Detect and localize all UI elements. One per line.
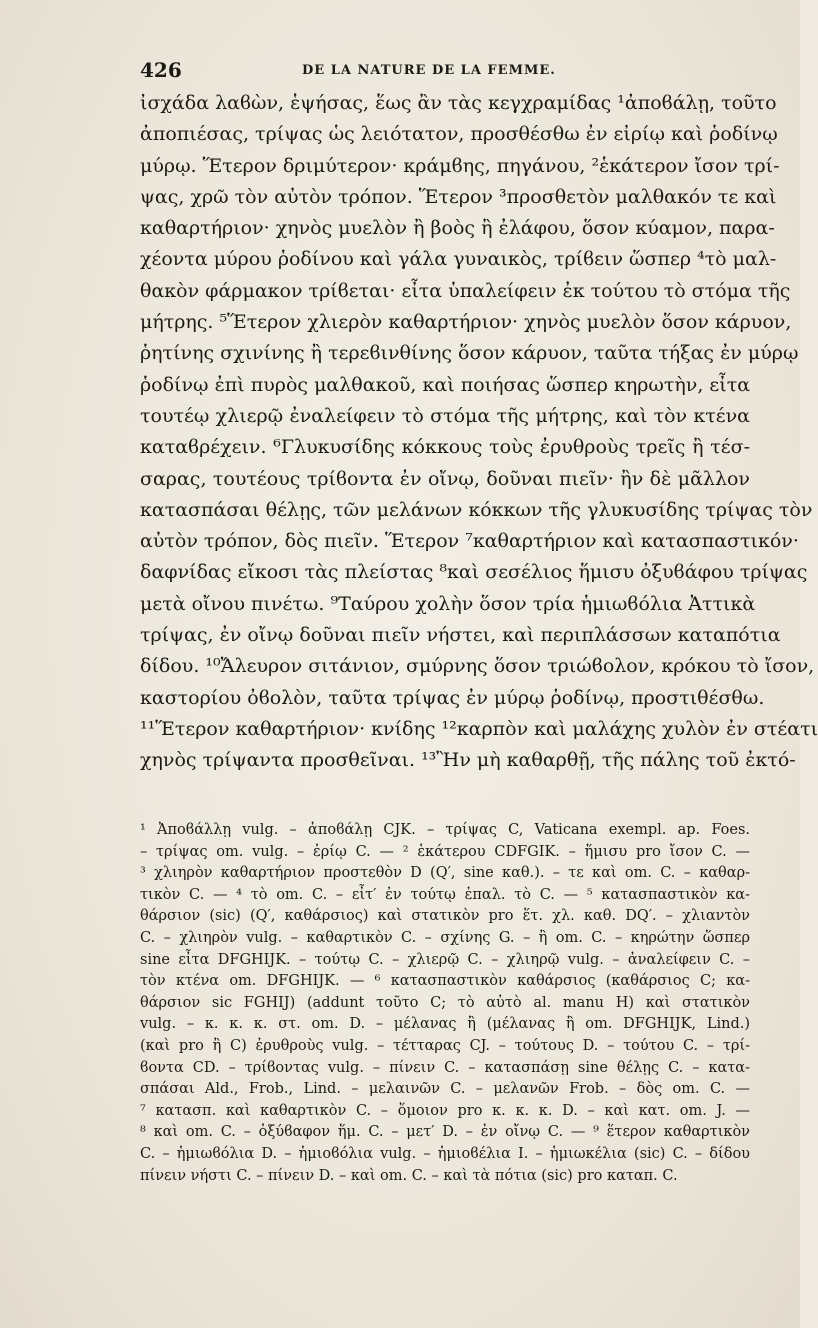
- text-line: σαρας, τουτέους τρίϐοντα ἐν οἴνῳ, δοῦναι πιεῖν· ἢν δὲ μᾶλλον: [140, 467, 750, 490]
- footnote-line: τικὸν C. — ⁴ τὸ om. C. – εἶτ′ ἐν τούτῳ ἐπαλ. τὸ C. — ⁵ κατασπαστικὸν κα-: [140, 886, 750, 903]
- footnote-line: ³ χλιηρὸν καθαρτήριον προστεθὸν D (Q′, sine καθ.). – τε καὶ om. C. – καθαρ-: [140, 865, 750, 882]
- text-line: μήτρης. ⁵Ἕτερον χλιερὸν καθαρτήριον· χηνὸς μυελὸν ὅσον κάρυον,: [140, 311, 792, 334]
- text-line: καθαρτήριον· χηνὸς μυελὸν ἢ βοὸς ἢ ἐλάφου, ὅσον κύαμον, παρα-: [140, 217, 775, 240]
- footnote-line: sine εἶτα DFGHIJK. – τούτῳ C. – χλιερῷ C. – χλιηρῷ vulg. – ἀναλείφειν C. –: [140, 951, 750, 968]
- text-line: ἰσχάδα λαϐὼν, ἑψήσας, ἕως ἂν τὰς κεγχραμίδας ¹ἀποϐάλῃ, τοῦτο: [140, 92, 777, 114]
- text-line: τρίψας, ἐν οἴνῳ δοῦναι πιεῖν νήστει, καὶ περιπλάσσων καταπότια: [140, 624, 781, 647]
- page-header: [140, 58, 750, 86]
- text-line: χέοντα μύρου ῥοδίνου καὶ γάλα γυναικὸς, τρίϐειν ὥσπερ ⁴τὸ μαλ-: [140, 248, 777, 271]
- footnote-line: ¹ Ἀποϐάλλῃ vulg. – ἀποϐάλῃ CJK. – τρίψας C, Vaticana exempl. ap. Foes.: [140, 822, 750, 838]
- page-number: 426: [140, 58, 182, 82]
- text-line: δίδου. ¹⁰Ἄλευρον σιτάνιον, σμύρνης ὅσον τριώϐολον, κρόκου τὸ ἴσον,: [140, 655, 815, 678]
- text-line: καστορίου ὀϐολὸν, ταῦτα τρίψας ἐν μύρῳ ῥοδίνῳ, προστιθέσθω.: [140, 686, 765, 709]
- footnote-line: πίνειν νήστι C. – πίνειν D. – καὶ om. C. – καὶ τὰ πότια (sic) pro καταπ. C.: [140, 1167, 678, 1184]
- text-line: ῥοδίνῳ ἐπὶ πυρὸς μαλθακοῦ, καὶ ποιήσας ὥσπερ κηρωτὴν, εἶτα: [140, 373, 751, 396]
- running-title: DE LA NATURE DE LA FEMME.: [302, 63, 556, 78]
- footnote-line: ϐοντα CD. – τρίϐοντας vulg. – πίνειν C. – κατασπάσῃ sine θέλῃς C. – κατα-: [140, 1059, 750, 1076]
- footnote-line: ⁷ κατασπ. καὶ καθαρτικὸν C. – ὅμοιον pro κ. κ. κ. D. – καὶ κατ. om. J. —: [140, 1102, 750, 1119]
- footnote-line: vulg. – κ. κ. κ. στ. om. D. – μέλανας ἢ (μέλανας ἢ om. DFGHIJK, Lind.): [140, 1016, 750, 1033]
- text-line: μύρῳ. Ἕτερον δριμύτερον· κράμϐης, πηγάνου, ²ἑκάτερον ἴσον τρί-: [140, 154, 780, 177]
- main-text: [140, 88, 818, 777]
- footnote-line: θάρσιον (sic) (Q′, καθάρσιος) καὶ στατικὸν pro ἕτ. χλ. καθ. DQ′. – χλιαντὸν: [140, 908, 750, 925]
- footnote-line: θάρσιον sic FGHIJ) (addunt τοῦτο C; τὸ αὐτὸ al. manu H) καὶ στατικὸν: [140, 994, 750, 1011]
- text-line: ῥητίνης σχινίνης ἢ τερεϐινθίνης ὅσον κάρυον, ταῦτα τήξας ἐν μύρῳ: [140, 342, 799, 365]
- text-line: χηνὸς τρίψαντα προσθεῖναι. ¹³Ἢν μὴ καθαρθῇ, τῆς πάλης τοῦ ἐκτό-: [140, 749, 796, 772]
- text-line: τουτέῳ χλιερῷ ἐναλείφειν τὸ στόμα τῆς μήτρης, καὶ τὸν κτένα: [140, 404, 750, 427]
- text-line: ἀποπιέσας, τρίψας ὡς λειότατον, προσθέσθω ἐν εἰρίῳ καὶ ῥοδίνῳ: [140, 123, 778, 146]
- text-line: κατασπάσαι θέλῃς, τῶν μελάνων κόκκων τῆς γλυκυσίδης τρίψας τὸν: [140, 498, 813, 521]
- footnote-line: – τρίψας om. vulg. – ἐρίῳ C. — ² ἑκάτερου CDFGIK. – ἥμισυ pro ἴσον C. —: [140, 843, 750, 860]
- footnote-line: σπάσαι Ald., Frob., Lind. – μελαινῶν C. – μελανῶν Frob. – δὸς om. C. —: [140, 1081, 750, 1098]
- footnotes: [140, 820, 750, 1187]
- text-line: ψας, χρῶ τὸν αὐτὸν τρόπον. Ἕτερον ³προσθετὸν μαλθακόν τε καὶ: [140, 185, 777, 208]
- text-line: καταϐρέχειν. ⁶Γλυκυσίδης κόκκους τοὺς ἐρυθροὺς τρεῖς ἢ τέσ-: [140, 436, 750, 459]
- text-line: θακὸν φάρμακον τρίϐεται· εἶτα ὑπαλείφειν ἐκ τούτου τὸ στόμα τῆς: [140, 279, 791, 302]
- footnote-line: C. – χλιηρὸν vulg. – καθαρτικὸν C. – σχίνης G. – ἢ om. C. – κηρώτην ὥσπερ: [140, 929, 750, 946]
- text-line: μετὰ οἴνου πινέτω. ⁹Ταύρου χολὴν ὅσον τρία ἡμιωϐόλια Ἀττικὰ: [140, 592, 756, 615]
- footnote-line: (καὶ pro ἢ C) ἐρυθροὺς vulg. – τέτταρας CJ. – τούτους D. – τούτου C. – τρί-: [140, 1037, 750, 1054]
- text-line: αὐτὸν τρόπον, δὸς πιεῖν. Ἕτερον ⁷καθαρτήριον καὶ κατασπαστικόν·: [140, 530, 799, 553]
- text-line: δαφνίδας εἴκοσι τὰς πλείστας ⁸καὶ σεσέλιος ἥμισυ ὀξυϐάφου τρίψας: [140, 561, 808, 584]
- footnote-line: τὸν κτένα om. DFGHIJK. — ⁶ κατασπαστικὸν καθάρσιος (καθάρσιος C; κα-: [140, 973, 750, 990]
- footnote-line: ⁸ καὶ om. C. – ὀξύϐαφον ἥμ. C. – μετ′ D. – ἐν οἴνῳ C. — ⁹ ἕτερον καθαρτικὸν: [140, 1124, 750, 1141]
- text-line: ¹¹Ἕτερον καθαρτήριον· κνίδης ¹²καρπὸν καὶ μαλάχης χυλὸν ἐν στέατι: [140, 717, 818, 740]
- footnote-line: C. – ἡμιωϐόλια D. – ἡμιοϐόλια vulg. – ἡμιοϐέλια I. – ἡμιωκέλια (sic) C. – δίδου: [140, 1145, 750, 1162]
